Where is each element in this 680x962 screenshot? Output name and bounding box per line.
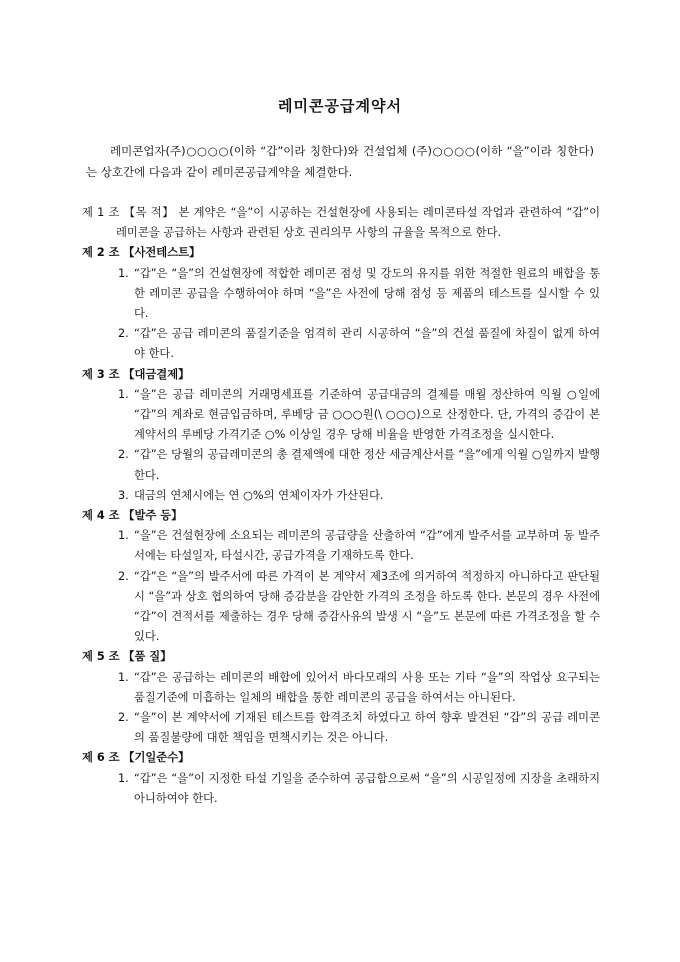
clause-number: 1. (118, 266, 129, 280)
article-number: 제 5 조 (82, 650, 120, 664)
clause-number: 3. (118, 488, 129, 502)
clause-number: 1. (118, 771, 129, 785)
clause-text: “갑”은 “을”의 건설현장에 적합한 레미콘 점성 및 강도의 유지를 위한 적절한 원료의 배합을 통한 레미콘 공급을 수행하여야 하며 “을”은 사전에 당해 점성 등 제품의 테스트를 실시할 수 있다. (134, 266, 600, 321)
clause-number: 1. (118, 670, 129, 684)
clause-text: “갑”은 당월의 공급레미콘의 총 결제액에 대한 정산 세금계산서를 “을”에게 익월 ○일까지 발행한다. (134, 448, 600, 482)
article-text: 본 계약은 “을”이 시공하는 건설현장에 사용되는 레미콘타설 작업과 관련하여 “갑”이 레미콘을 공급하는 사항과 관련된 상호 권리의무 사항의 규율을 목적으로 한다. (116, 206, 601, 240)
article-number: 제 4 조 (82, 509, 120, 523)
clause-number: 2. (118, 569, 129, 583)
clause-text: “을”이 본 계약서에 기재된 테스트를 합격조치 하였다고 하여 향후 발견된 “갑”의 공급 레미콘의 품질불량에 대한 책임을 면책시키는 것은 아니다. (134, 711, 600, 745)
intro-paragraph (86, 141, 594, 183)
article-heading (82, 647, 600, 667)
article-title: 【목 적】 (123, 206, 175, 219)
document-title: 레미콘공급계약서 (278, 97, 402, 115)
article-title: 【대금결제】 (123, 367, 190, 381)
clause-item (82, 385, 600, 446)
article-4 (82, 506, 600, 647)
clause-number: 2. (118, 711, 129, 725)
article-number: 제 6 조 (82, 751, 120, 765)
article-6 (82, 748, 600, 809)
clause-text: “갑”은 “을”의 발주서에 따른 가격이 본 계약서 제3조에 의거하여 적정하지 아니하다고 판단될 시 “을”과 상호 협의하여 당해 증감분을 감안한 가격의 조정을 하도록 한다. 본문의 경우 사전에 “갑”이 견적서를 제출하는 경우 당해 증감사유의 발생 시 “을”도 본문에 따른 가격조정을 할 수 있다. (134, 569, 600, 644)
article-1 (82, 203, 600, 243)
article-heading (82, 243, 600, 263)
clause-item (82, 708, 600, 748)
article-list (82, 203, 600, 809)
article-title: 【사전테스트】 (123, 246, 201, 260)
clause-item (82, 526, 600, 566)
article-heading (82, 203, 600, 243)
clause-item (82, 769, 600, 809)
article-2 (82, 243, 600, 364)
clause-item (82, 445, 600, 485)
article-title: 【발주 등】 (123, 509, 183, 523)
clause-item (82, 668, 600, 708)
clause-number: 1. (118, 529, 129, 543)
article-heading (82, 365, 600, 385)
article-5 (82, 647, 600, 748)
clause-text: 대금의 연체시에는 연 ○%의 연체이자가 가산된다. (134, 488, 384, 502)
article-title: 【기일준수】 (123, 751, 190, 765)
clause-item (82, 486, 600, 506)
clause-text: “을”은 공급 레미콘의 거래명세표를 기준하여 공급대금의 결제를 매월 정산하여 익월 ○일에 “갑”의 계좌로 현금입금하며, 루베당 금 ○○○원(\ ○○○)으로 산정한다. 단, 가격의 증감이 본 계약서의 루베당 가격기준 ○% 이상일 경우 당해 비율을 반영한 가격조정을 실시한다. (134, 387, 600, 442)
article-number: 제 3 조 (82, 367, 120, 381)
article-3 (82, 365, 600, 506)
clause-text: “을”은 건설현장에 소요되는 레미콘의 공급량을 산출하여 “갑”에게 발주서를 교부하며 동 발주서에는 타설일자, 타설시간, 공급가격을 기재하도록 한다. (134, 529, 600, 563)
clause-item (82, 567, 600, 648)
clause-number: 1. (118, 387, 129, 401)
clause-text: “갑”은 공급 레미콘의 품질기준을 엄격히 관리 시공하여 “을”의 건설 품질에 차질이 없게 하여야 한다. (134, 327, 600, 361)
clause-text: “갑”은 공급하는 레미콘의 배합에 있어서 바다모래의 사용 또는 기타 “을”의 작업상 요구되는 품질기준에 미흡하는 일체의 배합을 통한 레미콘의 공급을 하여서는 아니된다. (134, 670, 600, 704)
article-number: 제 2 조 (82, 246, 120, 260)
article-heading (82, 506, 600, 526)
intro-text: 레미콘업자(주)○○○○(이하 “갑”이라 칭한다)와 건설업체 (주)○○○○(이하 “을”이라 칭한다)는 상호간에 다음과 같이 레미콘공급계약을 체결한다. (86, 144, 594, 179)
clause-text: “갑”은 “을”이 지정한 타설 기일을 준수하여 공급함으로써 “을”의 시공일정에 지장을 초래하지 아니하여야 한다. (134, 771, 600, 805)
clause-item (82, 324, 600, 364)
article-title: 【품 질】 (123, 650, 172, 664)
clause-number: 2. (118, 448, 129, 462)
clause-number: 2. (118, 327, 129, 341)
clause-item (82, 264, 600, 325)
article-number: 제 1 조 (82, 206, 120, 219)
article-heading (82, 748, 600, 768)
